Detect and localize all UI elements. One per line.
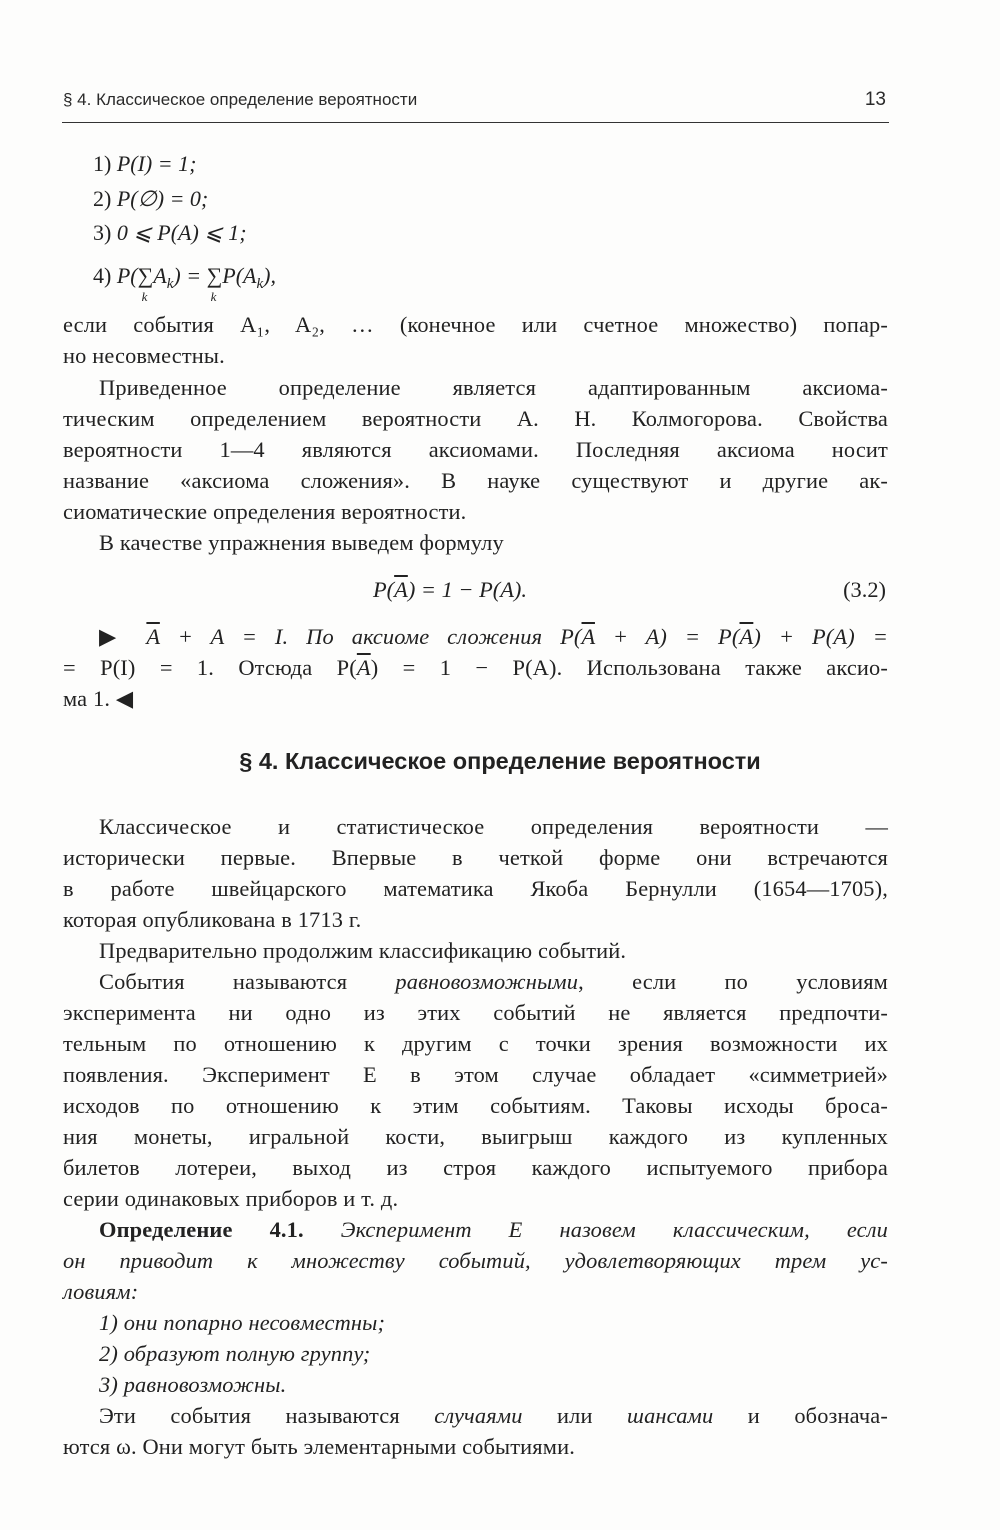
text-line: если события A₁, A₂, … (конечное или счетное множество) попар- — [63, 312, 888, 337]
definition-line: ловиям: — [63, 1279, 139, 1304]
text-line: ния монеты, игральной кости, выигрыш каждого из купленных — [63, 1124, 888, 1149]
text-line: Предварительно продолжим классификацию событий. — [99, 938, 627, 963]
text-line: серии одинаковых приборов и т. д. — [63, 1186, 399, 1211]
text-line: вероятности 1—4 являются аксиомами. Последняя аксиома носит — [63, 437, 888, 462]
axiom-text: P( — [116, 263, 138, 288]
italic-term: случаями — [434, 1403, 523, 1428]
running-header-title: § 4. Классическое определение вероятности — [63, 90, 418, 109]
sum-symbol: ∑ k — [206, 263, 223, 304]
equation-text: $P(\overline{A}) = 1 - P(A)$. — [373, 577, 527, 602]
axiom-text: P(∅) = 0; — [116, 186, 209, 211]
text-line: появления. Эксперимент E в этом случае обладает «симметрией» — [63, 1062, 888, 1087]
definition-item: 3) равновозможны. — [99, 1372, 287, 1397]
equation-3-2 — [63, 574, 888, 605]
text-line: Эти события называются случаями или шансами и обознача- — [99, 1403, 888, 1428]
axiom-number: 2) — [93, 186, 112, 211]
axiom-2 — [93, 184, 208, 214]
text-line: События называются равновозможными, если по условиям — [99, 969, 888, 994]
axiom-1 — [93, 149, 196, 179]
subscript: k — [166, 276, 174, 292]
text-line: но несовместны. — [63, 343, 225, 368]
axiom-text: A — [153, 263, 167, 288]
text-line: билетов лотереи, выход из строя каждого испытуемого прибора — [63, 1155, 888, 1180]
running-header — [63, 90, 888, 110]
text-line: эксперимента ни одно из этих событий не является предпочти- — [63, 1000, 888, 1025]
axiom-number: 1) — [93, 151, 112, 176]
definition-item: 1) они попарно несовместны; — [99, 1310, 386, 1335]
axiom-text: P(I) = 1; — [116, 151, 197, 176]
section-title: § 4. Классическое определение вероятности — [239, 748, 761, 774]
text-line: ются ω. Они могут быть элементарными событиями. — [63, 1434, 575, 1459]
proof-line: = P(I) = 1. Отсюда $P(\overline{A}) = 1 - P(A)$. Использована также аксио- — [63, 655, 888, 680]
text-line: название «аксиома сложения». В науке существуют и другие ак- — [63, 468, 888, 493]
definition-line: Определение 4.1. Эксперимент E назовем классическим, если — [99, 1217, 888, 1242]
sum-symbol: ∑ k — [137, 263, 154, 304]
axiom-number: 4) — [93, 263, 112, 288]
italic-term: шансами — [627, 1403, 714, 1428]
axiom-text: ) = — [173, 263, 207, 288]
proof-line: ▶ $\overline{A} + A = I$. По аксиоме сложения $P(\overline{A} + A) = P(\overline{A}) + P(A)$ = — [99, 624, 888, 649]
axiom-number: 3) — [93, 220, 112, 245]
axiom-text: ), — [263, 263, 276, 288]
text-line: сиоматические определения вероятности. — [63, 499, 467, 524]
axiom-text: P(A — [222, 263, 257, 288]
text-line: в работе швейцарского математика Якоба Бернулли (1654—1705), — [63, 876, 888, 901]
text-line: В качестве упражнения выведем формулу — [99, 530, 504, 555]
subscript: k — [256, 276, 264, 292]
text-line: которая опубликована в 1713 г. — [63, 907, 362, 932]
axiom-text: 0 ⩽ P(A) ⩽ 1; — [116, 220, 247, 245]
definition-item: 2) образуют полную группу; — [99, 1341, 371, 1366]
text-line: Классическое и статистическое определения вероятности — — [99, 814, 888, 839]
text-line: тельным по отношению к другим с точки зрения возможности их — [63, 1031, 888, 1056]
italic-term: равновозможными — [395, 969, 579, 994]
axiom-4 — [93, 261, 276, 304]
definition-label: Определение 4.1. — [99, 1217, 304, 1242]
text-line: тическим определением вероятности А. Н. Колмогорова. Свойства — [63, 406, 888, 431]
text-line: исторически первые. Впервые в четкой форме они встречаются — [63, 845, 888, 870]
equation-number: (3.2) — [843, 577, 886, 602]
axiom-3 — [93, 218, 247, 248]
text-line: исходов по отношению к этим событиям. Таковы исходы броса- — [63, 1093, 888, 1118]
definition-line: он приводит к множеству событий, удовлетворяющих трем ус- — [63, 1248, 888, 1273]
page-number: 13 — [864, 89, 886, 110]
header-rule — [62, 122, 889, 123]
text-line: Приведенное определение является адаптированным аксиома- — [99, 375, 888, 400]
proof-line: ма 1. ◀ — [63, 686, 134, 711]
